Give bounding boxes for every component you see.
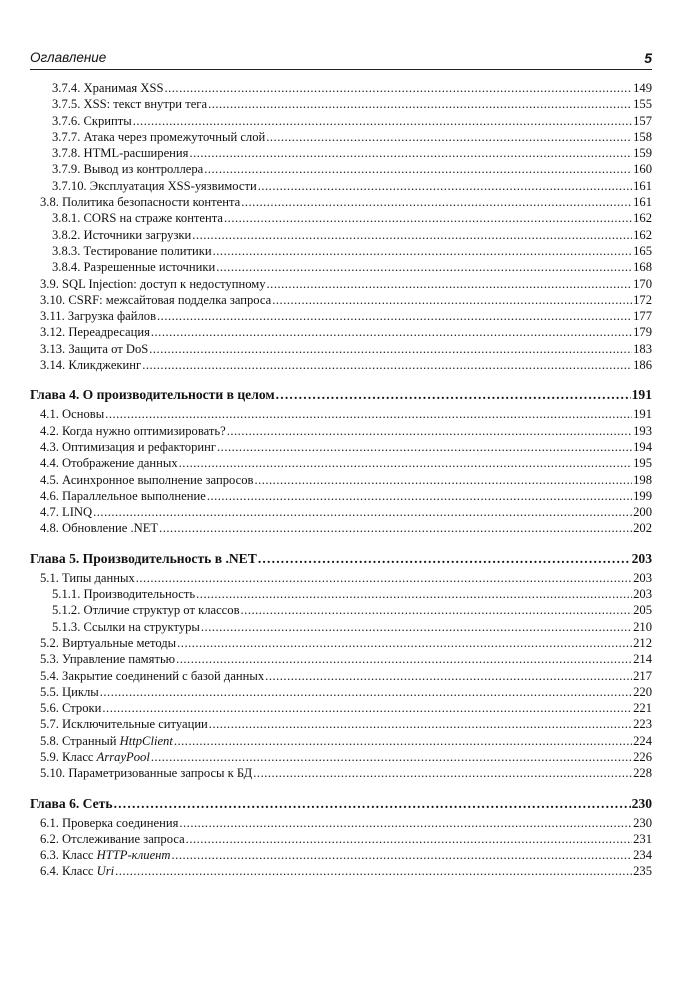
dot-leader xyxy=(253,765,632,781)
toc-entry-title: 3.11. Загрузка файлов xyxy=(40,309,157,324)
toc-entry-page: 157 xyxy=(633,113,652,128)
toc-entry-title: 5.10. Параметризованные запросы к БД xyxy=(40,766,253,781)
toc-entry-title: 3.7.10. Эксплуатация XSS-уязвимости xyxy=(52,178,257,193)
toc-entry[interactable] xyxy=(30,765,652,781)
dot-leader xyxy=(217,439,632,455)
page-number: 5 xyxy=(644,50,652,66)
toc-entry-title: Глава 6. Сеть xyxy=(30,795,113,811)
dot-leader xyxy=(179,815,632,831)
toc-entry-page: 160 xyxy=(633,162,652,177)
toc-entry[interactable] xyxy=(30,243,652,259)
toc-entry[interactable] xyxy=(30,831,652,847)
toc-entry-title: 3.7.5. XSS: текст внутри тега xyxy=(52,97,208,112)
toc-entry-page: 155 xyxy=(633,97,652,112)
toc-entry[interactable] xyxy=(30,651,652,667)
toc-entry-title: 3.8. Политика безопасности контента xyxy=(40,195,241,210)
dot-leader xyxy=(114,793,631,815)
dot-leader xyxy=(142,357,632,373)
toc-entry-title: 4.4. Отображение данных xyxy=(40,456,178,471)
toc-entry-page: 183 xyxy=(633,341,652,356)
dot-leader xyxy=(213,243,632,259)
toc-entry-title: Глава 5. Производительность в .NET xyxy=(30,550,257,566)
toc-entry-title: 3.8.1. CORS на страже контента xyxy=(52,211,224,226)
toc-entry-title: 3.7.4. Хранимая XSS xyxy=(52,81,164,95)
toc-entry-page: 203 xyxy=(633,587,652,602)
toc-entry-page: 217 xyxy=(633,668,652,683)
chapter-spacer xyxy=(30,373,652,384)
dot-leader xyxy=(159,520,632,536)
toc-entry[interactable] xyxy=(30,129,652,145)
toc-entry[interactable] xyxy=(30,227,652,243)
toc-entry-page: 170 xyxy=(633,276,652,291)
dot-leader xyxy=(157,308,632,324)
toc-entry-title: 5.6. Строки xyxy=(40,701,102,716)
toc-entry[interactable] xyxy=(30,847,652,863)
dot-leader xyxy=(241,194,632,210)
toc-entry-page: 203 xyxy=(631,550,652,566)
toc-entry-title: 3.7.6. Скрипты xyxy=(52,113,132,128)
toc-entry-page: 177 xyxy=(633,309,652,324)
toc-entry-title: 5.1.2. Отличие структур от классов xyxy=(52,603,240,618)
toc-entry[interactable] xyxy=(30,210,652,226)
toc-entry[interactable] xyxy=(30,259,652,275)
toc-entry[interactable] xyxy=(30,488,652,504)
dot-leader xyxy=(258,178,632,194)
toc-entry-code-term: Uri xyxy=(96,864,115,879)
dot-leader xyxy=(174,733,632,749)
toc-entry-page: 179 xyxy=(633,325,652,340)
toc-entry-page: 231 xyxy=(633,831,652,846)
dot-leader xyxy=(93,504,632,520)
toc-entry[interactable] xyxy=(30,716,652,732)
dot-leader xyxy=(105,406,632,422)
dot-leader xyxy=(267,276,633,292)
toc-entry-title: 4.5. Асинхронное выполнение запросов xyxy=(40,472,254,487)
toc-entry-page: 234 xyxy=(633,848,652,863)
chapter-spacer xyxy=(30,782,652,793)
dot-leader xyxy=(258,548,631,570)
toc-entry-title: 6.4. Класс Uri xyxy=(40,864,115,879)
dot-leader xyxy=(204,161,632,177)
dot-leader xyxy=(102,700,632,716)
toc-entry-title: Глава 4. О производительности в целом xyxy=(30,387,275,403)
dot-leader xyxy=(265,668,632,684)
toc-entry-title: 3.7.8. HTML-расширения xyxy=(52,146,189,161)
dot-leader xyxy=(266,129,632,145)
toc-entry-page: 199 xyxy=(633,488,652,503)
toc-entry-title: 4.3. Оптимизация и рефакторинг xyxy=(40,439,217,454)
toc-entry-page: 198 xyxy=(633,472,652,487)
toc-entry[interactable] xyxy=(30,472,652,488)
toc-entry-page: 212 xyxy=(633,635,652,650)
dot-leader xyxy=(177,635,632,651)
chapter-spacer xyxy=(30,537,652,548)
toc-entry-page: 214 xyxy=(633,652,652,667)
dot-leader xyxy=(192,227,632,243)
toc-entry-page: 202 xyxy=(633,521,652,536)
toc-entry[interactable] xyxy=(30,406,652,422)
toc-entry[interactable] xyxy=(30,586,652,602)
toc-entry-page: 191 xyxy=(631,387,652,403)
toc-entry-title: 5.7. Исключительные ситуации xyxy=(40,717,208,732)
toc-entry[interactable] xyxy=(30,341,652,357)
dot-leader xyxy=(151,324,632,340)
dot-leader xyxy=(179,455,632,471)
dot-leader xyxy=(227,423,632,439)
toc-entry-title: 5.1.3. Ссылки на структуры xyxy=(52,619,200,634)
toc-entry-page: 230 xyxy=(633,815,652,830)
toc-entry-title: 3.10. CSRF: межсайтовая подделка запроса xyxy=(40,292,272,307)
toc-entry-title: 6.1. Проверка соединения xyxy=(40,815,179,830)
dot-leader xyxy=(133,113,632,129)
toc-entry-title: 3.12. Переадресация xyxy=(40,325,150,340)
toc-entry-page: 228 xyxy=(633,766,652,781)
toc-entry[interactable] xyxy=(30,863,652,879)
dot-leader xyxy=(208,96,632,112)
dot-leader xyxy=(216,259,632,275)
toc-entry-title: 4.6. Параллельное выполнение xyxy=(40,488,206,503)
toc-entry-page: 223 xyxy=(633,717,652,732)
toc-entry[interactable] xyxy=(30,439,652,455)
dot-leader xyxy=(272,292,632,308)
toc-entry-title: 5.9. Класс ArrayPool xyxy=(40,749,150,764)
toc-entry[interactable] xyxy=(30,815,652,831)
dot-leader xyxy=(189,145,632,161)
toc-entry-page: 161 xyxy=(633,195,652,210)
toc-entry[interactable] xyxy=(30,635,652,651)
toc-entry-page: 221 xyxy=(633,701,652,716)
toc-entry-title: 3.7.9. Вывод из контроллера xyxy=(52,162,204,177)
toc-entry[interactable] xyxy=(30,357,652,373)
toc-entry-code-term: HTTP-клиент xyxy=(96,848,171,863)
toc-entry[interactable] xyxy=(30,668,652,684)
toc-entry[interactable] xyxy=(30,113,652,129)
toc-entry[interactable] xyxy=(30,308,652,324)
toc-entry-title: 5.1.1. Производительность xyxy=(52,587,196,602)
toc-entry-title: 5.4. Закрытие соединений с базой данных xyxy=(40,668,265,683)
toc-entry-page: 161 xyxy=(633,178,652,193)
dot-leader xyxy=(241,602,633,618)
toc-entry[interactable] xyxy=(30,700,652,716)
toc-entry-page: 172 xyxy=(633,292,652,307)
dot-leader xyxy=(254,472,632,488)
toc-entry[interactable] xyxy=(30,733,652,749)
dot-leader xyxy=(100,684,632,700)
toc-entry-page: 230 xyxy=(631,795,652,811)
toc-entry-page: 220 xyxy=(633,684,652,699)
toc-entry-title: 3.8.3. Тестирование политики xyxy=(52,243,212,258)
toc-entry-page: 194 xyxy=(633,439,652,454)
toc-entry-page: 193 xyxy=(633,423,652,438)
toc-entry[interactable] xyxy=(30,80,652,96)
toc-entry-title: 3.14. Кликджекинг xyxy=(40,358,142,373)
dot-leader xyxy=(224,210,632,226)
toc-entry[interactable] xyxy=(30,161,652,177)
table-of-contents xyxy=(30,80,652,880)
toc-entry[interactable] xyxy=(30,145,652,161)
toc-entry[interactable] xyxy=(30,684,652,700)
toc-entry-page: 235 xyxy=(633,864,652,879)
toc-entry-page: 203 xyxy=(633,570,652,585)
toc-entry-title: 6.2. Отслеживание запроса xyxy=(40,831,185,846)
toc-entry-title: 4.8. Обновление .NET xyxy=(40,521,159,536)
dot-leader xyxy=(149,341,632,357)
toc-entry[interactable] xyxy=(30,324,652,340)
toc-entry-title: 3.8.4. Разрешенные источники xyxy=(52,260,216,275)
toc-entry-title: 5.2. Виртуальные методы xyxy=(40,635,177,650)
toc-entry[interactable] xyxy=(30,178,652,194)
toc-entry-page: 226 xyxy=(633,749,652,764)
toc-entry-title: 4.2. Когда нужно оптимизировать? xyxy=(40,423,226,438)
toc-entry-code-term: ArrayPool xyxy=(96,749,150,764)
toc-entry-title: 3.8.2. Источники загрузки xyxy=(52,227,192,242)
toc-entry-title: 4.1. Основы xyxy=(40,407,105,422)
dot-leader xyxy=(115,863,632,879)
toc-entry[interactable] xyxy=(30,602,652,618)
toc-entry-page: 224 xyxy=(633,733,652,748)
toc-chapter[interactable] xyxy=(30,793,652,815)
toc-entry[interactable] xyxy=(30,292,652,308)
toc-entry-title: 3.13. Защита от DoS xyxy=(40,341,149,356)
toc-entry-title: 3.7.7. Атака через промежуточный слой xyxy=(52,129,266,144)
toc-entry-code-term: HttpClient xyxy=(119,733,173,748)
dot-leader xyxy=(176,651,632,667)
toc-entry-title: 5.3. Управление памятью xyxy=(40,652,176,667)
dot-leader xyxy=(151,749,632,765)
toc-entry-page: 186 xyxy=(633,358,652,373)
toc-chapter[interactable] xyxy=(30,548,652,570)
toc-entry-page: 159 xyxy=(633,146,652,161)
dot-leader xyxy=(201,619,632,635)
toc-entry-page: 168 xyxy=(633,260,652,275)
dot-leader xyxy=(196,586,632,602)
toc-entry[interactable] xyxy=(30,96,652,112)
dot-leader xyxy=(207,488,632,504)
toc-entry-page: 165 xyxy=(633,243,652,258)
toc-entry-title: 5.1. Типы данных xyxy=(40,570,135,585)
toc-entry[interactable] xyxy=(30,619,652,635)
toc-entry-title: 5.5. Циклы xyxy=(40,684,99,699)
toc-entry[interactable] xyxy=(30,276,652,292)
toc-entry[interactable] xyxy=(30,455,652,471)
toc-entry-title: 6.3. Класс HTTP-клиент xyxy=(40,848,171,863)
dot-leader xyxy=(209,716,632,732)
toc-entry-page: 191 xyxy=(633,407,652,422)
toc-entry-page: 149 xyxy=(633,81,652,95)
toc-entry[interactable] xyxy=(30,749,652,765)
toc-entry-page: 205 xyxy=(633,603,652,618)
toc-entry-page: 195 xyxy=(633,456,652,471)
toc-entry-page: 210 xyxy=(633,619,652,634)
toc-entry-page: 158 xyxy=(633,129,652,144)
toc-entry[interactable] xyxy=(30,570,652,586)
toc-entry-page: 162 xyxy=(633,211,652,226)
toc-chapter[interactable] xyxy=(30,384,652,406)
toc-entry-title: 4.7. LINQ xyxy=(40,505,93,520)
dot-leader xyxy=(172,847,633,863)
toc-entry[interactable] xyxy=(30,520,652,536)
dot-leader xyxy=(276,384,631,406)
toc-entry[interactable] xyxy=(30,194,652,210)
toc-entry[interactable] xyxy=(30,504,652,520)
toc-entry-title: 3.9. SQL Injection: доступ к недоступному xyxy=(40,276,266,291)
toc-entry-page: 162 xyxy=(633,227,652,242)
running-header xyxy=(30,47,652,70)
dot-leader xyxy=(164,80,632,96)
toc-entry[interactable] xyxy=(30,423,652,439)
header-title: Оглавление xyxy=(30,50,107,65)
dot-leader xyxy=(136,570,632,586)
dot-leader xyxy=(186,831,632,847)
toc-entry-page: 200 xyxy=(633,505,652,520)
toc-entry-title: 5.8. Странный HttpClient xyxy=(40,733,173,748)
